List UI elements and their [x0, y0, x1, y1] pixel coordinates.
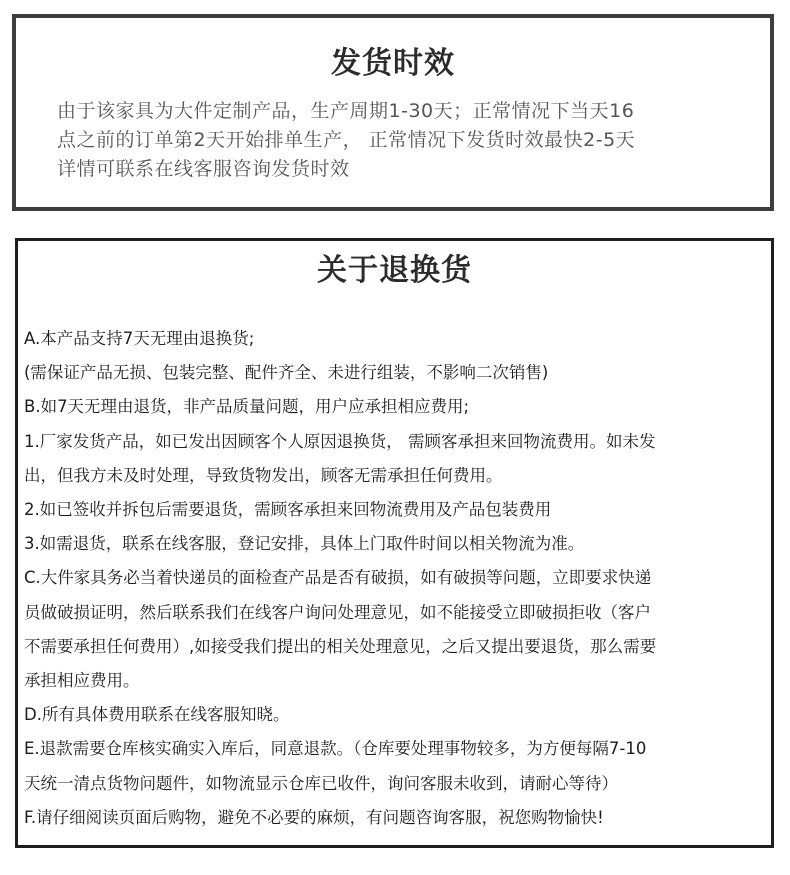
shipping-title: 发货时效: [327, 44, 459, 84]
returns-line: 不需要承担任何费用）,如接受我们提出的相关处理意见，之后又提出要退货，那么需要: [24, 636, 657, 656]
returns-line: 1.厂家发货产品，如已发出因顾客个人原因退换货， 需顾客承担来回物流费用。如未发: [24, 431, 656, 451]
returns-line: B.如7天无理由退货，非产品质量问题，用户应承担相应费用;: [24, 397, 470, 417]
returns-line: F.请仔细阅读页面后购物，避免不必要的麻烦，有问题咨询客服，祝您购物愉快!: [24, 807, 604, 827]
returns-line: 出，但我方未及时处理，导致货物发出，顾客无需承担任何费用。: [24, 465, 503, 485]
returns-line: D.所有具体费用联系在线客服知晓。: [24, 705, 290, 725]
shipping-text: [57, 97, 747, 184]
returns-line: A.本产品支持7天无理由退换货;: [24, 329, 255, 348]
returns-line: 3.如需退货，联系在线客服，登记安排，具体上门取件时间以相关物流为准。: [24, 534, 585, 554]
returns-line: C.大件家具务必当着快递员的面检查产品是否有破损，如有破损等问题，立即要求快递: [24, 568, 652, 588]
shipping-line: 详情可联系在线客服咨询发货时效: [57, 158, 350, 180]
returns-line: 员做破损证明，然后联系我们在线客户询问处理意见，如不能接受立即破损拒收（客户: [24, 602, 651, 622]
shipping-time-panel: [12, 14, 774, 211]
returns-line: E.退款需要仓库核实确实入库后，同意退款。（仓库要处理事物较多，为方便每隔7-10: [24, 739, 647, 759]
returns-panel: [15, 238, 774, 848]
returns-line: 天统一清点货物问题件，如物流显示仓库已收件，询问客服未收到，请耐心等待）: [24, 773, 618, 793]
returns-title: 关于退换货: [313, 251, 476, 291]
returns-line: 2.如已签收并拆包后需要退货，需顾客承担来回物流费用及产品包装费用: [24, 500, 552, 520]
returns-line: (需保证产品无损、包装完整、配件齐全、未进行组装，不影响二次销售): [24, 363, 549, 383]
returns-line: 承担相应费用。: [24, 671, 140, 691]
returns-text: [24, 322, 764, 835]
shipping-line: 点之前的订单第2天开始排单生产， 正常情况下发货时效最快2-5天: [57, 129, 636, 151]
shipping-line: 由于该家具为大件定制产品，生产周期1-30天；正常情况下当天16: [57, 100, 635, 122]
